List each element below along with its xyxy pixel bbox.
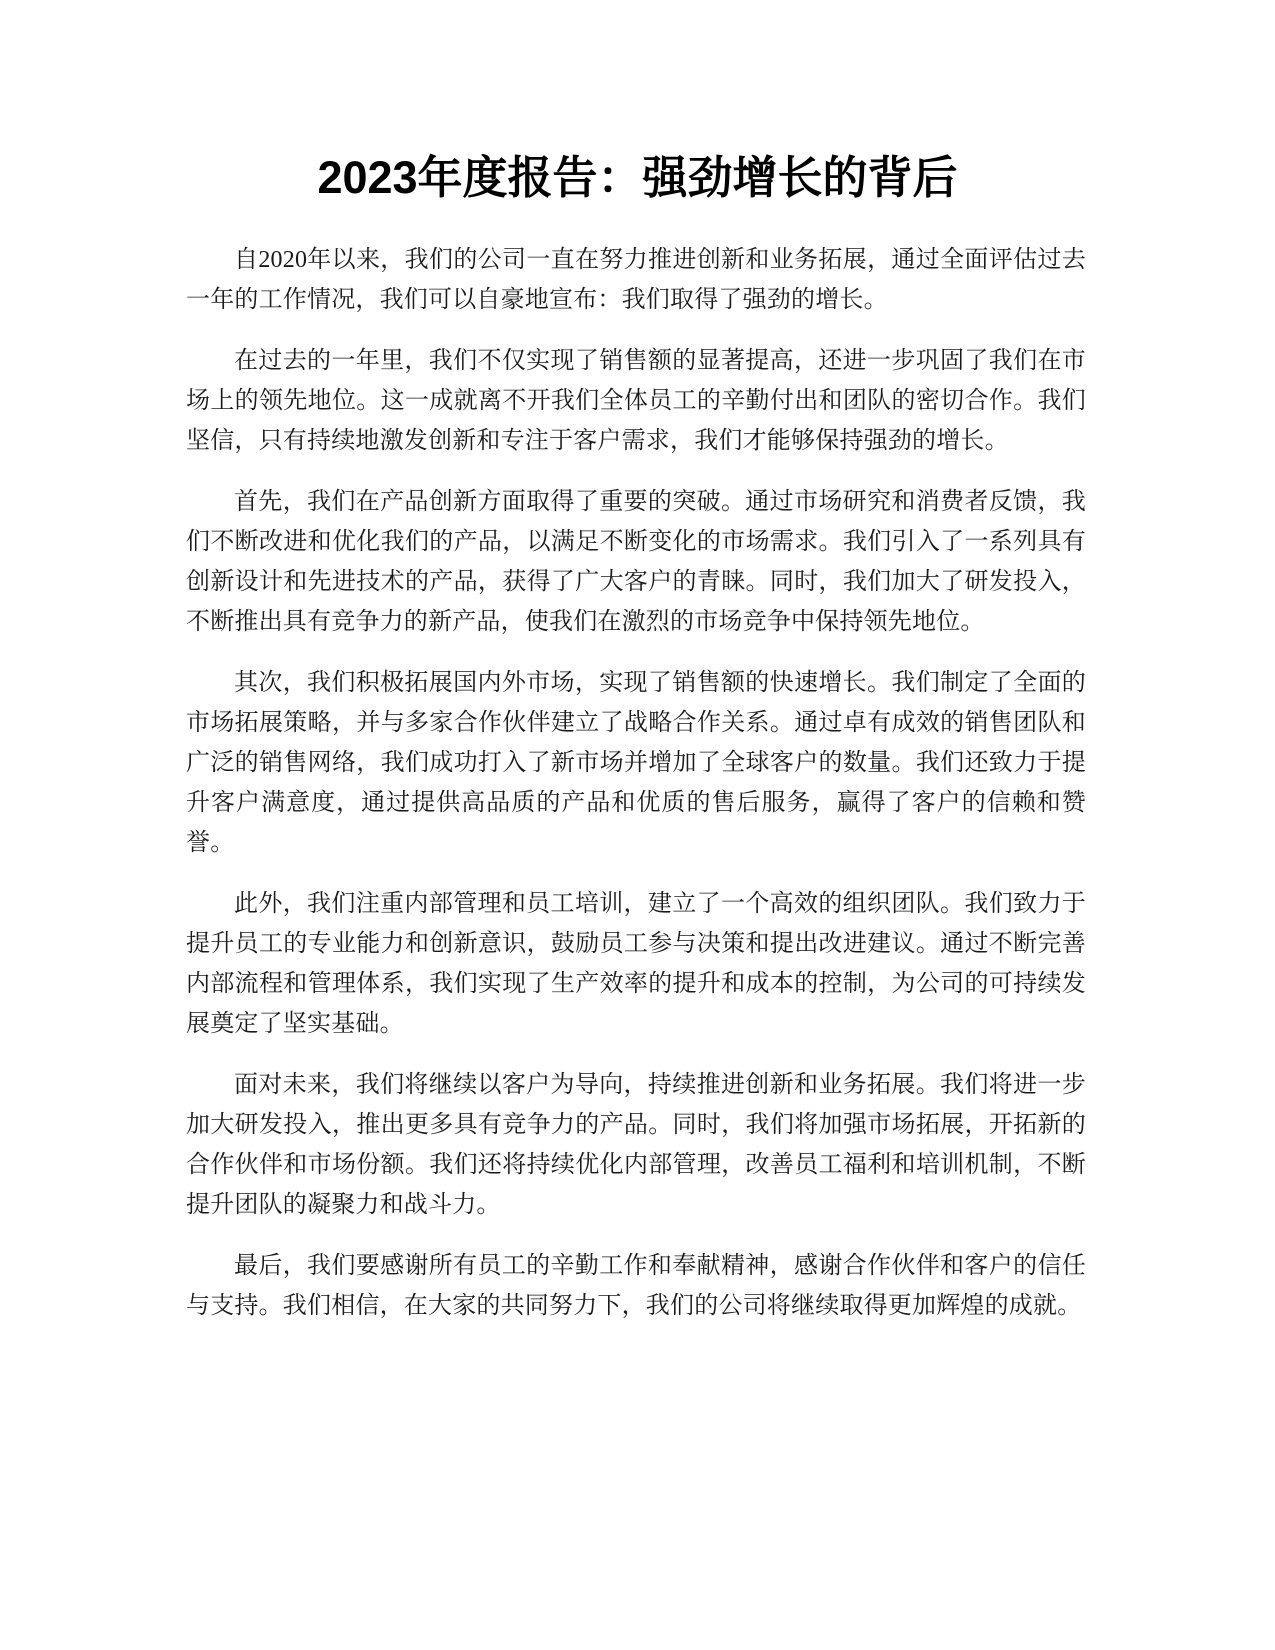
paragraph-1: 自2020年以来，我们的公司一直在努力推进创新和业务拓展，通过全面评估过去一年的工作情况，我们可以自豪地宣布：我们取得了强劲的增长。 (186, 247, 1086, 313)
paragraph-5: 此外，我们注重内部管理和员工培训，建立了一个高效的组织团队。我们致力于提升员工的专业能力和创新意识，鼓励员工参与决策和提出改进建议。通过不断完善内部流程和管理体系，我们实现了生产效率的提升和成本的控制，为公司的可持续发展奠定了坚实基础。 (186, 891, 1086, 1037)
paragraph-6: 面对未来，我们将继续以客户为导向，持续推进创新和业务拓展。我们将进一步加大研发投入，推出更多具有竞争力的产品。同时，我们将加强市场拓展，开拓新的合作伙伴和市场份额。我们还将持续优化内部管理，改善员工福利和培训机制，不断提升团队的凝聚力和战斗力。 (186, 1072, 1086, 1218)
document-title: 2023年度报告：强劲增长的背后 (317, 152, 958, 203)
paragraph-7: 最后，我们要感谢所有员工的辛勤工作和奉献精神，感谢合作伙伴和客户的信任与支持。我们相信，在大家的共同努力下，我们的公司将继续取得更加辉煌的成就。 (186, 1253, 1086, 1319)
paragraph-4: 其次，我们积极拓展国内外市场，实现了销售额的快速增长。我们制定了全面的市场拓展策略，并与多家合作伙伴建立了战略合作关系。通过卓有成效的销售团队和广泛的销售网络，我们成功打入了新市场并增加了全球客户的数量。我们还致力于提升客户满意度，通过提供高品质的产品和优质的售后服务，赢得了客户的信赖和赞誉。 (186, 670, 1086, 856)
document-body (186, 240, 1086, 1347)
paragraph-3: 首先，我们在产品创新方面取得了重要的突破。通过市场研究和消费者反馈，我们不断改进和优化我们的产品，以满足不断变化的市场需求。我们引入了一系列具有创新设计和先进技术的产品，获得了广大客户的青睐。同时，我们加大了研发投入，不断推出具有竞争力的新产品，使我们在激烈的市场竞争中保持领先地位。 (186, 489, 1086, 635)
paragraph-2: 在过去的一年里，我们不仅实现了销售额的显著提高，还进一步巩固了我们在市场上的领先地位。这一成就离不开我们全体员工的辛勤付出和团队的密切合作。我们坚信，只有持续地激发创新和专注于客户需求，我们才能够保持强劲的增长。 (186, 348, 1086, 454)
